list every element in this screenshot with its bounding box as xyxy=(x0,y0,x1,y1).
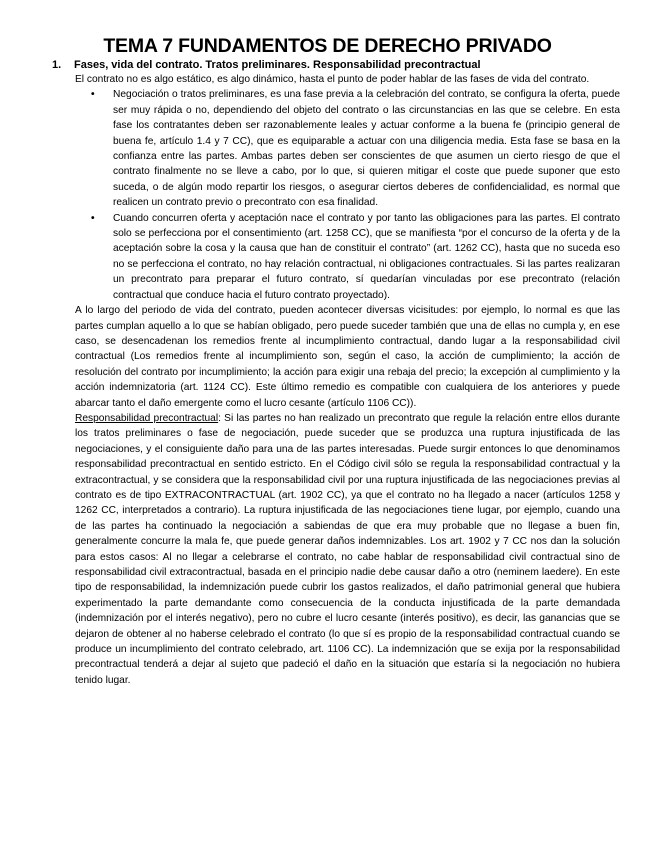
section-heading-text: Fases, vida del contrato. Tratos preliminares. Responsabilidad precontractual xyxy=(74,59,481,71)
intro-paragraph: El contrato no es algo estático, es algo dinámico, hasta el punto de poder hablar de las fases de vida del contrato. xyxy=(75,74,590,85)
bullet-icon: • xyxy=(91,212,95,224)
bullet-list xyxy=(75,87,620,303)
precontractual-text: : Si las partes no han realizado un precontrato que regule la relación entre ellos durante los tratos preliminares o fase de negociación, puede suceder que se produzca una ruptura injustificada de las negociaciones, y el consiguiente daño para una de las partes interesadas. Puede surgir entonces lo que denominamos responsabilidad precontractual en sentido estricto. En el Código civil sólo se regula la responsabilidad contractual y la extracontractual, y se considera que la responsabilidad civil por una ruptura injustificada de las negociaciones previas al contrato es de tipo EXTRACONTRACTUAL (art. 1902 CC), ya que el contrato no ha llegado a nacer (artículos 1258 y 1262 CC, interpretados a contrario). La ruptura injustificada de las negociaciones tiene lugar, por ejemplo, cuando una de las partes ha continuado la negociación a sabiendas de que era muy probable que no llegase a buen fin, generalmente concurre la mala fe, que puede generar daños indemnizables. Los art. 1902 y 7 CC nos dan la solución para estos casos: Al no llegar a celebrarse el contrato, no cabe hablar de responsabilidad civil contractual sino de responsabilidad civil extracontractual, basada en el principio nadie debe causar daño a otro (neminem laedere). En este tipo de responsabilidad, la indemnización puede cubrir los gastos realizados, el daño patrimonial general que hubiera experimentado la parte demandante como consecuencia de la conducta injustificada de la parte demandada (indemnización por el interés negativo), pero no cubre el lucro cesante (interés positivo), es decir, las ganancias que se dejaron de obtener al no haberse celebrado el contrato (lo que sí es propio de la responsabilidad contractual cuando se produce un incumplimiento del contrato celebrado, art. 1106 CC). La indemnización que se exija por la responsabilidad precontractual tenderá a dejar al sujeto que padeció el daño en la situación que estaría si la negociación no hubiera tenido lugar. xyxy=(75,412,620,686)
bullet-icon: • xyxy=(91,89,95,101)
page-title: TEMA 7 FUNDAMENTOS DE DERECHO PRIVADO xyxy=(103,35,552,57)
vicisitudes-paragraph: A lo largo del periodo de vida del contrato, pueden acontecer diversas vicisitudes: por ejemplo, lo normal es que las partes cumplan aquello a lo que se habían obligado, pero puede suceder también que una de ellas no cumpla y, en ese caso, se desencadenan los remedios frente al incumplimiento contractual, dando lugar a la responsabilidad civil contractual (Los remedios frente al incumplimiento son, según el caso, la acción de cumplimiento; la acción de resolución del contrato por incumplimiento; la acción para exigir una rebaja del precio; la excepción al cumplimiento y la acción indemnizatoria (art. 1124 CC). Este último remedio es compatible con cualquiera de los anteriores y puede abarcar tanto el daño emergente como el lucro cesante (artículo 1106 CC)). xyxy=(75,305,620,409)
bullet-text: Cuando concurren oferta y aceptación nace el contrato y por tanto las obligaciones para las partes. El contrato solo se perfecciona por el consentimiento (art. 1258 CC), que se manifiesta “por el concurso de la oferta y de la aceptación sobre la cosa y la causa que han de constituir el contrato” (art. 1262 CC), hasta que no suceda eso no se perfecciona el contrato, no hay relación contractual, ni obligaciones contractuales. Si las partes realizaran un precontrato para preparar el futuro contrato, sí quedarían vinculadas por ese precontrato (relación contractual que conduce hacia el futuro contrato proyectado). xyxy=(113,212,620,301)
section-number: 1. xyxy=(52,59,62,71)
section-body xyxy=(75,72,620,688)
section-heading xyxy=(52,58,632,73)
precontractual-paragraph xyxy=(75,411,620,688)
precontractual-label: Responsabilidad precontractual xyxy=(75,412,219,424)
bullet-text: Negociación o tratos preliminares, es una fase previa a la celebración del contrato, se configura la oferta, puede ser muy rápida o no, dependiendo del objeto del contrato o las circunstancias en las que se celebre. En esta fase los contratantes deben ser razonablemente leales y actuar conforme a la buena fe (principio general de buena fe, artículo 1.4 y 7 CC), que es equiparable a actuar con una diligencia media. Esta fase se basa en la confianza entre las partes. Ambas partes deben ser conscientes de que asumen un cierto riesgo de que el contrato finalmente no se lleve a cabo, por lo que, si quieren mitigar el coste que puede suponer que esto suceda, o de algún modo repartir los riesgos, o asegurar ciertos deberes de confidencialidad, es normal que realicen un contrato previo o precontrato con esa finalidad. xyxy=(113,89,620,209)
bullet-item xyxy=(91,211,620,303)
bullet-item xyxy=(91,87,620,210)
